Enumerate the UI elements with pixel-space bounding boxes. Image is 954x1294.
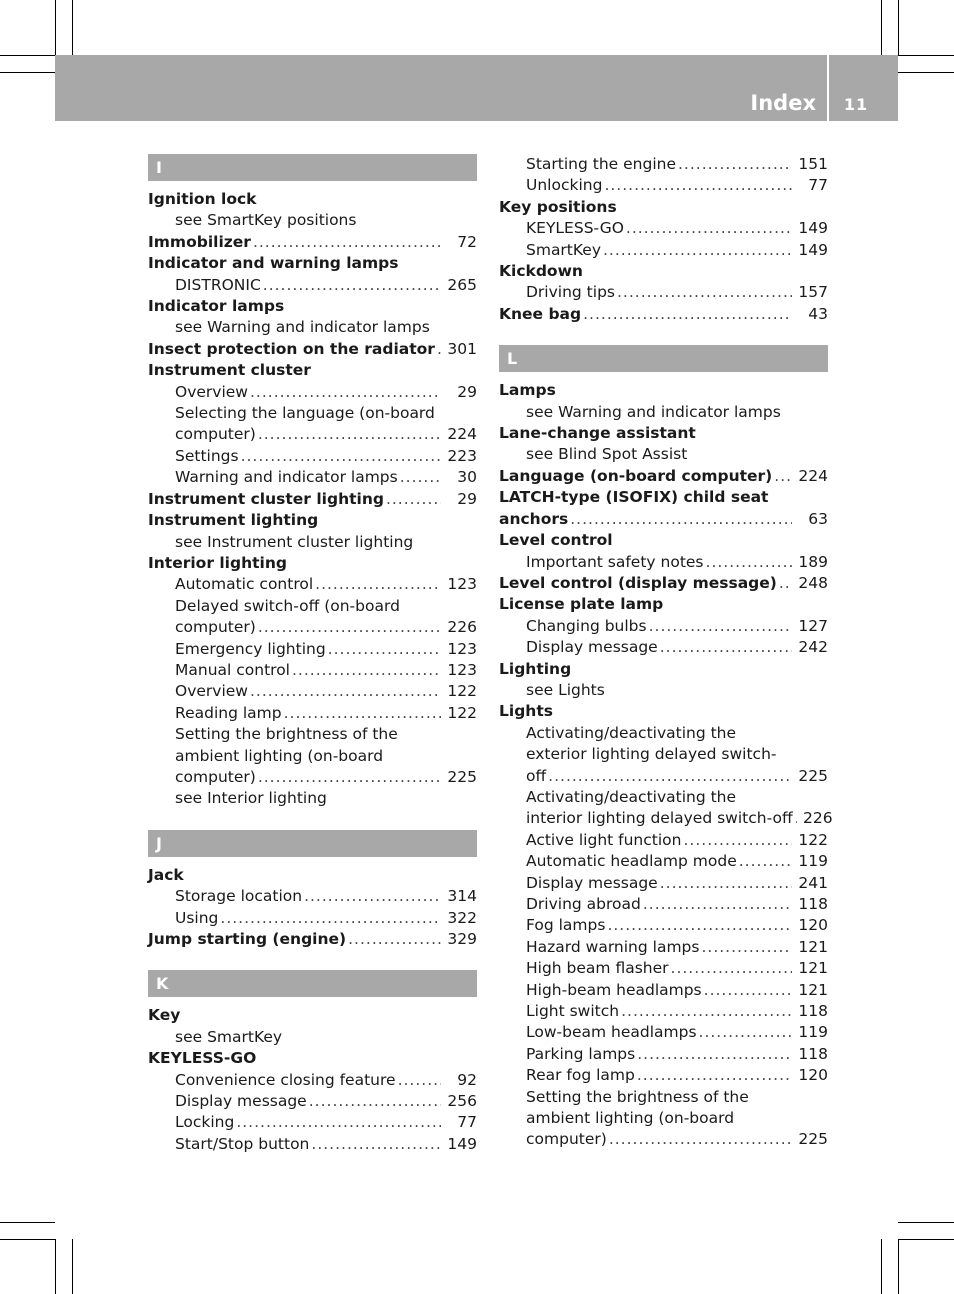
crop-mark	[898, 55, 954, 56]
dot-leader	[581, 304, 792, 325]
dot-leader	[218, 908, 441, 929]
entry-text: Reading lamp	[175, 703, 282, 722]
entry-text: computer)	[175, 767, 256, 786]
index-entry	[499, 261, 828, 282]
entry-page: 120	[798, 916, 828, 935]
entry-text: Storage location	[175, 887, 303, 906]
entry-page: 30	[457, 468, 477, 487]
entry-text: Instrument lighting	[148, 511, 319, 530]
index-subentry	[148, 886, 477, 907]
index-subentry	[499, 402, 828, 423]
crop-mark	[0, 55, 55, 56]
index-entry	[499, 487, 828, 508]
entry-page: 189	[798, 552, 828, 571]
entry-text: Settings	[175, 446, 239, 465]
index-entry	[499, 530, 828, 551]
entry-text: Interior lighting	[148, 553, 287, 572]
entry-text: exterior lighting delayed switch-	[526, 745, 777, 764]
entry-text: see SmartKey	[175, 1027, 283, 1046]
entry-page: 256	[447, 1092, 477, 1111]
index-subentry	[499, 1129, 828, 1150]
index-subentry	[148, 788, 477, 809]
dot-leader	[290, 660, 441, 681]
entry-text: Driving abroad	[526, 895, 641, 913]
index-subentry	[499, 154, 828, 175]
dot-leader	[669, 958, 792, 979]
entry-text: Kickdown	[499, 262, 583, 281]
dot-leader	[681, 830, 792, 851]
crop-mark	[55, 1239, 56, 1294]
dot-leader	[398, 467, 441, 488]
entry-page: 72	[457, 232, 477, 251]
entry-page: 119	[798, 1023, 828, 1042]
index-subentry	[499, 680, 828, 701]
index-entry	[499, 659, 828, 680]
entry-text: Warning and indicator lamps	[175, 468, 398, 487]
index-entry	[499, 509, 828, 530]
index-subentry	[499, 723, 828, 744]
entry-page: 226	[447, 618, 477, 637]
index-subentry	[148, 574, 477, 595]
entry-text: Manual control	[175, 660, 290, 679]
index-subentry	[148, 1027, 477, 1048]
entry-text: Driving tips	[526, 283, 615, 302]
entry-text: Lights	[499, 702, 553, 721]
index-entry	[148, 489, 477, 510]
index-entry	[148, 553, 477, 574]
entry-page: 121	[798, 980, 828, 999]
entry-text: High beam flasher	[526, 959, 669, 978]
entry-text: Important safety notes	[526, 552, 704, 571]
index-subentry	[148, 1091, 477, 1112]
entry-text: Automatic headlamp mode	[526, 852, 737, 871]
entry-text: Light switch	[526, 1002, 620, 1021]
entry-text: KEYLESS-GO	[148, 1049, 257, 1068]
index-subentry	[499, 766, 828, 787]
entry-text: interior lighting delayed switch-off	[526, 809, 793, 828]
entry-text: Display message	[526, 873, 658, 892]
entry-page: 242	[798, 638, 828, 657]
entry-text: see Instrument cluster lighting	[175, 532, 414, 551]
entry-page: 118	[798, 895, 828, 913]
entry-page: 149	[447, 1134, 477, 1153]
entry-page: 225	[447, 767, 477, 786]
entry-text: Changing bulbs	[526, 616, 647, 635]
entry-text: Instrument cluster lighting	[148, 489, 384, 508]
entry-text: Immobilizer	[148, 232, 251, 251]
crop-mark	[0, 1239, 55, 1240]
entry-text: Insect protection on the radiator	[148, 339, 435, 358]
dot-leader	[256, 767, 441, 788]
entry-page: 77	[457, 1113, 477, 1132]
index-subentry	[148, 403, 477, 424]
page-number: 11	[843, 95, 869, 114]
entry-page: 329	[447, 930, 477, 948]
index-entry	[148, 1048, 477, 1069]
entry-text: Setting the brightness of the	[175, 725, 398, 744]
dot-leader	[384, 489, 441, 510]
dot-leader	[251, 232, 441, 253]
entry-text: Key positions	[499, 197, 617, 216]
entry-text: see Interior lighting	[175, 789, 327, 808]
index-entry	[148, 232, 477, 253]
entry-page: 314	[447, 887, 477, 906]
crop-mark	[898, 1222, 954, 1223]
entry-text: anchors	[499, 509, 569, 528]
entry-text: Automatic control	[175, 575, 314, 594]
entry-page: 223	[447, 446, 477, 465]
dot-leader	[635, 1065, 792, 1086]
crop-mark	[898, 1239, 954, 1240]
entry-text: Jack	[148, 865, 184, 884]
entry-text: Using	[175, 908, 219, 927]
crop-mark	[72, 1239, 73, 1294]
entry-page: 127	[798, 616, 828, 635]
entry-text: License plate lamp	[499, 595, 664, 614]
index-subentry	[499, 1022, 828, 1043]
entry-text: Display message	[526, 638, 658, 657]
index-subentry	[148, 1112, 477, 1133]
index-subentry	[148, 210, 477, 231]
entry-text: Setting the brightness of the	[526, 1087, 749, 1106]
dot-leader	[313, 574, 441, 595]
entry-page: 123	[447, 575, 477, 594]
dot-leader	[546, 766, 792, 787]
entry-text: Knee bag	[499, 304, 582, 323]
index-subentry	[499, 873, 828, 894]
entry-page: 118	[798, 1044, 828, 1063]
entry-page: 301	[447, 339, 477, 358]
entry-page: 77	[808, 176, 828, 195]
section-letter: I	[148, 154, 477, 181]
index-entry	[148, 189, 477, 210]
index-subentry	[499, 915, 828, 936]
index-column-left	[148, 154, 477, 1155]
index-entry	[499, 594, 828, 615]
crop-mark	[55, 0, 56, 55]
entry-text: Overview	[175, 682, 248, 701]
index-subentry	[499, 552, 828, 573]
entry-text: High-beam headlamps	[526, 980, 702, 999]
dot-leader	[658, 637, 792, 658]
entry-page: 122	[447, 682, 477, 701]
index-subentry	[499, 937, 828, 958]
entry-text: Activating/deactivating the	[526, 723, 737, 742]
dot-leader	[676, 154, 792, 175]
entry-page: 149	[798, 219, 828, 238]
entry-page: 241	[798, 873, 828, 892]
entry-text: Display message	[175, 1092, 307, 1111]
dot-leader	[256, 424, 441, 445]
index-subentry	[499, 894, 828, 915]
index-subentry	[499, 616, 828, 637]
index-entry	[499, 573, 828, 594]
entry-page: 123	[447, 639, 477, 658]
entry-text: Overview	[175, 382, 248, 401]
section-letter: L	[499, 345, 828, 372]
dot-leader	[261, 275, 441, 296]
index-entry	[148, 296, 477, 317]
entry-page: 119	[798, 852, 828, 871]
crop-mark	[898, 1239, 899, 1294]
index-subentry	[148, 317, 477, 338]
index-subentry	[148, 1070, 477, 1091]
entry-text: ambient lighting (on-board	[526, 1109, 735, 1128]
entry-text: Instrument cluster	[148, 361, 311, 380]
dot-leader	[234, 1112, 441, 1133]
index-subentry	[499, 1044, 828, 1065]
dot-leader	[605, 915, 792, 936]
entry-text: see Blind Spot Assist	[526, 445, 688, 464]
entry-page: 226	[803, 809, 833, 828]
dot-leader	[239, 446, 441, 467]
entry-page: 149	[798, 240, 828, 259]
entry-text: Emergency lighting	[175, 639, 326, 658]
dot-leader	[772, 466, 792, 487]
index-subentry	[148, 724, 477, 745]
index-subentry	[148, 908, 477, 929]
entry-text: Hazard warning lamps	[526, 937, 700, 956]
index-subentry	[499, 637, 828, 658]
entry-text: Indicator and warning lamps	[148, 254, 399, 273]
index-subentry	[499, 958, 828, 979]
index-subentry	[148, 639, 477, 660]
crop-mark	[898, 72, 954, 73]
dot-leader	[615, 282, 792, 303]
crop-mark	[881, 0, 882, 55]
entry-text: Rear fog lamp	[526, 1066, 635, 1085]
index-column-right	[499, 154, 833, 1151]
entry-text: Start/Stop button	[175, 1134, 310, 1153]
entry-text: see Warning and indicator lamps	[526, 402, 781, 421]
index-subentry	[499, 240, 828, 261]
entry-text: Active light function	[526, 830, 682, 849]
dot-leader	[641, 894, 792, 915]
index-subentry	[148, 275, 477, 296]
index-entry	[499, 701, 828, 722]
entry-text: Lane-change assistant	[499, 424, 696, 443]
entry-page: 121	[798, 959, 828, 978]
entry-page: 29	[457, 382, 477, 401]
entry-text: Fog lamps	[526, 916, 606, 935]
entry-page: 225	[798, 766, 828, 785]
index-subentry	[499, 175, 828, 196]
entry-text: see Warning and indicator lamps	[175, 318, 430, 337]
index-subentry	[499, 980, 828, 1001]
entry-page: 63	[808, 509, 828, 528]
dot-leader	[309, 1134, 441, 1155]
dot-leader	[602, 175, 792, 196]
index-entry	[148, 253, 477, 274]
entry-text: Unlocking	[526, 176, 603, 195]
page-title: Index	[750, 91, 816, 115]
entry-page: 322	[447, 908, 477, 927]
entry-text: Lamps	[499, 381, 556, 400]
crop-mark	[898, 0, 899, 55]
index-subentry	[148, 532, 477, 553]
dot-leader	[737, 851, 792, 872]
dot-leader	[568, 509, 792, 530]
index-subentry	[499, 787, 828, 808]
entry-page: 118	[798, 1002, 828, 1021]
dot-leader	[699, 937, 792, 958]
dot-leader	[346, 929, 441, 950]
dot-leader	[248, 681, 441, 702]
index-subentry	[148, 424, 477, 445]
dot-leader	[647, 616, 792, 637]
entry-text: Language (on-board computer)	[499, 466, 773, 485]
dot-leader	[248, 382, 441, 403]
entry-text: Locking	[175, 1113, 235, 1132]
index-entry	[148, 929, 477, 950]
crop-mark	[72, 0, 73, 55]
entry-page: 248	[798, 573, 828, 592]
dot-leader	[307, 1091, 441, 1112]
entry-text: Activating/deactivating the	[526, 787, 737, 806]
index-subentry	[148, 681, 477, 702]
entry-text: off	[526, 766, 547, 785]
entry-page: 122	[798, 830, 828, 849]
entry-page: 224	[447, 425, 477, 444]
entry-page: 92	[457, 1070, 477, 1089]
dot-leader	[396, 1070, 441, 1091]
entry-text: computer)	[526, 1130, 607, 1149]
dot-leader	[282, 703, 441, 724]
dot-leader	[619, 1001, 792, 1022]
entry-page: 151	[798, 155, 828, 173]
entry-text: see Lights	[526, 680, 605, 699]
index-subentry	[148, 746, 477, 767]
dot-leader	[658, 873, 792, 894]
dot-leader	[256, 617, 441, 638]
entry-page: 122	[447, 703, 477, 722]
index-subentry	[499, 218, 828, 239]
entry-text: Level control (display message)	[499, 573, 777, 592]
entry-text: SmartKey	[526, 240, 601, 259]
index-subentry	[499, 744, 828, 765]
index-entry	[148, 360, 477, 381]
index-subentry	[499, 1001, 828, 1022]
index-subentry	[148, 1134, 477, 1155]
index-subentry	[148, 596, 477, 617]
dot-leader	[777, 573, 792, 594]
index-entry	[499, 423, 828, 444]
dot-leader	[302, 886, 441, 907]
entry-text: computer)	[175, 618, 256, 637]
entry-text: see SmartKey positions	[175, 211, 357, 230]
index-subentry	[148, 467, 477, 488]
entry-text: LATCH-type (ISOFIX) child seat	[499, 488, 769, 507]
dot-leader	[702, 980, 792, 1001]
entry-text: Delayed switch-off (on-board	[175, 596, 400, 615]
dot-leader	[601, 240, 792, 261]
index-subentry	[499, 851, 828, 872]
entry-text: DISTRONIC	[175, 275, 261, 294]
dot-leader	[697, 1022, 792, 1043]
entry-page: 225	[798, 1130, 828, 1149]
crop-mark	[881, 1239, 882, 1294]
index-entry	[499, 380, 828, 401]
crop-mark	[0, 72, 55, 73]
dot-leader	[624, 218, 792, 239]
entry-text: Indicator lamps	[148, 297, 285, 316]
entry-page: 157	[798, 283, 828, 302]
dot-leader	[326, 639, 441, 660]
section-letter: K	[148, 970, 477, 997]
index-entry	[148, 865, 477, 886]
index-subentry	[148, 382, 477, 403]
index-subentry	[148, 617, 477, 638]
entry-page: 43	[808, 304, 828, 323]
entry-page: 121	[798, 937, 828, 956]
index-entry	[499, 197, 828, 218]
index-subentry	[148, 660, 477, 681]
entry-page: 224	[798, 466, 828, 485]
entry-page: 120	[798, 1066, 828, 1085]
entry-text: Parking lamps	[526, 1044, 636, 1063]
entry-text: ambient lighting (on-board	[175, 746, 384, 765]
entry-text: Lighting	[499, 659, 572, 678]
entry-text: Low-beam headlamps	[526, 1023, 697, 1042]
dot-leader	[635, 1044, 792, 1065]
index-subentry	[499, 1065, 828, 1086]
crop-mark	[0, 1222, 55, 1223]
entry-text: Selecting the language (on-board	[175, 404, 435, 423]
index-entry	[148, 1005, 477, 1026]
index-entry	[148, 339, 477, 360]
index-subentry	[499, 830, 828, 851]
entry-text: Level control	[499, 531, 613, 550]
entry-text: Jump starting (engine)	[148, 930, 347, 948]
entry-text: Ignition lock	[148, 190, 257, 208]
index-subentry	[499, 1087, 828, 1108]
index-subentry	[499, 444, 828, 465]
index-subentry	[148, 703, 477, 724]
index-subentry	[499, 808, 833, 829]
entry-text: Starting the engine	[526, 155, 676, 173]
entry-text: KEYLESS-GO	[526, 219, 624, 238]
entry-page: 29	[457, 489, 477, 508]
index-subentry	[148, 446, 477, 467]
index-subentry	[499, 1108, 828, 1129]
entry-text: computer)	[175, 425, 256, 444]
index-entry	[499, 466, 828, 487]
entry-page: 123	[447, 660, 477, 679]
index-entry	[499, 304, 828, 325]
index-subentry	[499, 282, 828, 303]
dot-leader	[704, 552, 792, 573]
index-subentry	[148, 767, 477, 788]
dot-leader	[607, 1129, 792, 1150]
index-entry	[148, 510, 477, 531]
entry-text: Convenience closing feature	[175, 1070, 396, 1089]
section-letter: J	[148, 830, 477, 857]
entry-text: Key	[148, 1006, 181, 1025]
entry-page: 265	[447, 275, 477, 294]
